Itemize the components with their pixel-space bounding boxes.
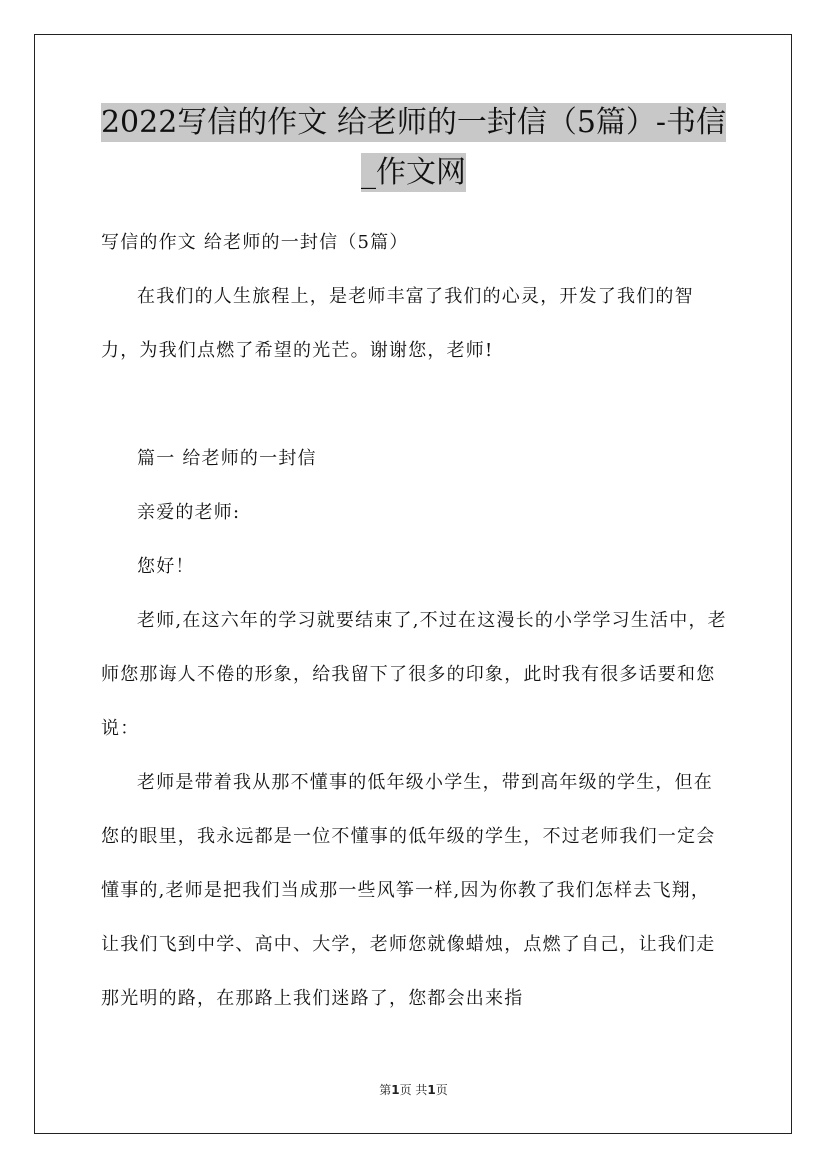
section-heading: 篇一 给老师的一封信 [137, 448, 317, 469]
letter-salutation: 亲爱的老师: [137, 502, 241, 523]
intro-paragraph: 在我们的人生旅程上，是老师丰富了我们的心灵，开发了我们的智力，为我们点燃了希望的光芒。谢谢您，老师! [101, 286, 694, 361]
document-title [100, 98, 727, 198]
body-paragraph-1: 老师,在这六年的学习就要结束了,不过在这漫长的小学学习生活中，老师您那诲人不倦的形象，给我留下了很多的印象，此时我有很多话要和您说： [101, 610, 727, 739]
footer-page-total: 1 [427, 1083, 436, 1097]
body-paragraph-2: 老师是带着我从那不懂事的低年级小学生，带到高年级的学生，但在您的眼里，我永远都是一位不懂事的低年级的学生，不过老师我们一定会懂事的,老师是把我们当成那一些风筝一样,因为你教了我们怎样去飞翔，让我们飞到中学、高中、大学，老师您就像蜡烛，点燃了自己，让我们走那光明的路，在那路上我们迷路了，您都会出来指 [101, 772, 716, 1009]
document-subtitle: 写信的作文 给老师的一封信（5篇） [101, 232, 409, 253]
document-title-text: 2022写信的作文 给老师的一封信（5篇）-书信_作文网 [100, 105, 727, 190]
footer-page-prefix: 第 [379, 1083, 392, 1097]
document-body [101, 216, 727, 1026]
footer-page-mid: 页 共 [399, 1083, 428, 1097]
footer-page-suffix: 页 [435, 1083, 448, 1097]
footer-page-current: 1 [391, 1083, 400, 1097]
page-footer [0, 1081, 827, 1098]
letter-greeting: 您好！ [137, 556, 195, 577]
paragraph-gap [101, 378, 727, 432]
